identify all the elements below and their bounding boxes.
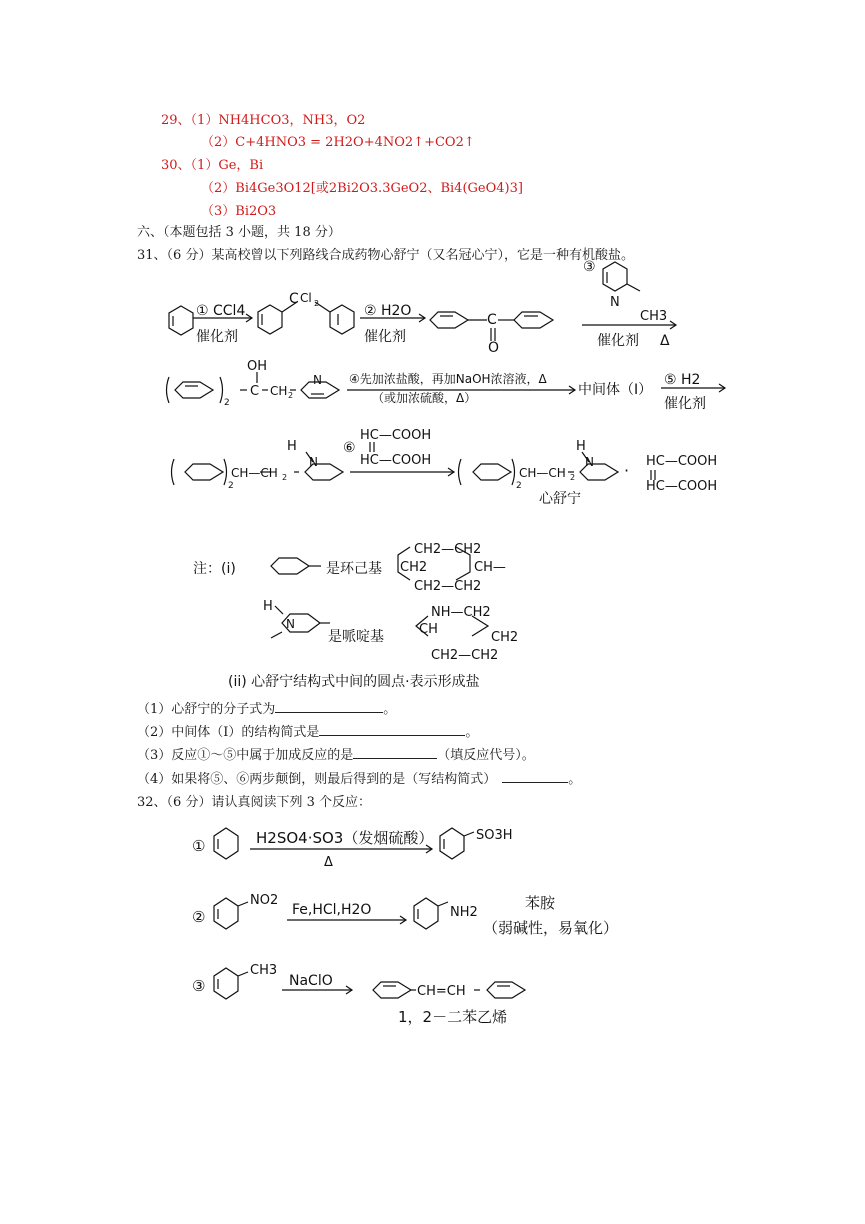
note-piperidyl-bottom: CH2—CH2 — [431, 648, 499, 663]
question-31-4: （4）如果将⑤、⑥两步颠倒，则最后得到的是（写结构简式） 。 — [137, 772, 582, 787]
answer-blank-3[interactable] — [353, 746, 437, 759]
pyridine-ring-1 — [301, 382, 339, 398]
question-31-intro: 31、（6 分）某高校曾以下列路线合成药物心舒宁（又名冠心宁），它是一种有机酸盐。 — [137, 248, 634, 263]
salt-acid-top: HC—COOH — [646, 454, 718, 469]
reaction-1-reagent: H2SO4·SO3（发烟硫酸） — [256, 829, 434, 847]
salt-acid-bottom: HC—COOH — [646, 479, 718, 494]
question-31-3: （3）反应①～⑤中属于加成反应的是 （填反应代号）。 — [137, 748, 535, 763]
stilbene-ring-1 — [373, 982, 411, 998]
benzene-ring-1 — [169, 306, 193, 335]
reaction-1-product: SO3H — [476, 828, 513, 843]
cyclohexyl-ring-note — [271, 558, 309, 574]
note-piperidyl-top: NH—CH2 — [431, 605, 491, 620]
reaction-2-reagent: Fe,HCl,H2O — [292, 902, 372, 918]
note-piperidyl-mid-right: CH2 — [491, 630, 519, 645]
toluene-ring — [214, 968, 238, 999]
carbinol-c: C — [250, 384, 260, 399]
pyridine-ring-reagent — [603, 262, 627, 291]
aniline-ring — [414, 898, 438, 929]
ch2-sub: 2 — [288, 391, 294, 400]
note-cyclohexyl: 是环己基 — [326, 561, 382, 577]
note-prefix: 注：(i) — [193, 561, 236, 577]
answer-30-2: （2）Bi4Ge3O12[或2Bi2O3.3GeO2、Bi4(GeO4)3] — [201, 181, 523, 196]
reaction-3-product: CH=CH — [417, 984, 466, 999]
carbonyl-c: C — [487, 312, 497, 328]
methyl-label: CH3 — [640, 309, 668, 324]
note-cyclohexyl-bottom: CH2—CH2 — [414, 579, 482, 594]
reaction-3-group: CH3 — [250, 963, 278, 978]
aniline-desc: （弱碱性，易氧化） — [483, 919, 619, 937]
piperidine-ring-1 — [305, 464, 343, 480]
question-31-2: （2）中间体（I）的结构简式是 。 — [137, 725, 479, 740]
piperidine-ring-2 — [580, 464, 618, 480]
piperidine-h: H — [287, 439, 297, 454]
note-cyclohexyl-top: CH2—CH2 — [414, 542, 482, 557]
sulfonic-benzene — [440, 828, 464, 859]
step1-reagent: ① CCl4 — [196, 303, 246, 319]
reaction-2-num: ② — [192, 908, 206, 926]
svg-text:CH—CH: CH—CH — [231, 466, 278, 480]
reaction-2-product: NH2 — [450, 905, 478, 920]
row2-sub2: 2 — [224, 398, 230, 408]
note-cyclohexyl-mid-left: CH2 — [400, 560, 428, 575]
svg-text:·: · — [624, 461, 630, 480]
step3-catalyst: 催化剂 — [597, 333, 639, 349]
step3-num: ③ — [583, 259, 596, 275]
reaction-1-cond: Δ — [324, 855, 333, 870]
answer-blank-4[interactable] — [502, 770, 568, 783]
hydroxyl-label: OH — [247, 359, 268, 374]
aniline-name: 苯胺 — [525, 894, 556, 912]
note-piperidyl-mid-left: CH — [419, 622, 438, 637]
maleic-acid-bottom: HC—COOH — [360, 453, 432, 468]
cyclohexane-ring-1 — [185, 464, 223, 480]
step2-reagent: ② H2O — [364, 303, 412, 319]
section-heading: 六、（本题包括 3 小题，共 18 分） — [137, 225, 341, 240]
reaction-2-group: NO2 — [250, 893, 279, 908]
step3-delta: Δ — [660, 333, 670, 349]
reaction-3-reagent: NaClO — [289, 973, 333, 989]
answer-blank-2[interactable] — [319, 723, 465, 736]
question-32-intro: 32、（6 分）请认真阅读下列 3 个反应： — [137, 795, 371, 810]
note-cyclohexyl-mid-right: CH— — [474, 560, 506, 575]
step5-catalyst: 催化剂 — [664, 396, 706, 412]
row3-ch2-sub: 2 — [282, 473, 288, 482]
svg-text:Cl: Cl — [300, 291, 312, 305]
benzene-ring-5 — [514, 312, 553, 328]
benzene-ring-6 — [175, 382, 213, 398]
nitrobenzene-ring — [214, 898, 238, 929]
reaction-1-num: ① — [192, 837, 206, 855]
step1-catalyst: 催化剂 — [196, 329, 238, 345]
answer-blank-1[interactable] — [275, 700, 383, 713]
piperidyl-ring-note — [282, 614, 320, 632]
svg-text:CH: CH — [270, 384, 288, 398]
ccl2-sub: 2 — [314, 299, 320, 308]
pyridine-n: N — [610, 295, 620, 310]
benzene-r1 — [214, 828, 238, 859]
benzene-ring-4 — [430, 312, 468, 328]
product-h: H — [576, 439, 586, 454]
maleic-acid-top: HC—COOH — [360, 428, 432, 443]
step4-condition: ④先加浓盐酸，再加NaOH浓溶液，Δ — [349, 372, 547, 386]
intermediate-label: 中间体（I） — [578, 382, 653, 398]
note-piperidyl-h: H — [263, 599, 273, 614]
benzene-ring-2 — [258, 305, 282, 334]
answer-29-2: （2）C+4HNO3 = 2H2O+4NO2↑+CO2↑ — [201, 135, 475, 150]
stilbene-name: 1，2－二苯乙烯 — [398, 1008, 508, 1026]
answer-30-1: 30、（1）Ge，Bi — [161, 158, 264, 173]
answer-30-3: （3）Bi2O3 — [201, 204, 277, 219]
product-name: 心舒宁 — [539, 491, 581, 507]
note-piperidyl-n: N — [286, 617, 295, 631]
note-piperidyl: 是哌啶基 — [328, 629, 384, 645]
step4-alt-condition: （或加浓硫酸，Δ） — [372, 391, 477, 405]
step2-catalyst: 催化剂 — [364, 329, 406, 345]
benzene-ring-3 — [330, 305, 354, 334]
question-31-1: （1）心舒宁的分子式为 。 — [137, 702, 397, 717]
step6-num: ⑥ — [343, 440, 356, 456]
product-n: N — [585, 455, 594, 469]
step5-reagent: ⑤ H2 — [664, 372, 701, 388]
cyclohexane-ring-2 — [473, 464, 511, 480]
piperidine-n: N — [309, 455, 318, 469]
answer-29-1: 29、（1）NH4HCO3，NH3，O2 — [161, 113, 366, 128]
product-sub2: 2 — [516, 481, 522, 491]
ccl2-c: C — [289, 291, 299, 307]
note-ii: (ii) 心舒宁结构式中间的圆点·表示形成盐 — [228, 674, 480, 690]
reaction-3-num: ③ — [192, 977, 206, 995]
product-ch2-sub: 2 — [570, 473, 576, 482]
row3-sub2: 2 — [228, 481, 234, 491]
carbonyl-o: O — [488, 340, 500, 356]
stilbene-ring-2 — [487, 982, 525, 998]
pyridine-n-2: N — [313, 373, 322, 387]
svg-text:CH—CH: CH—CH — [519, 466, 566, 480]
